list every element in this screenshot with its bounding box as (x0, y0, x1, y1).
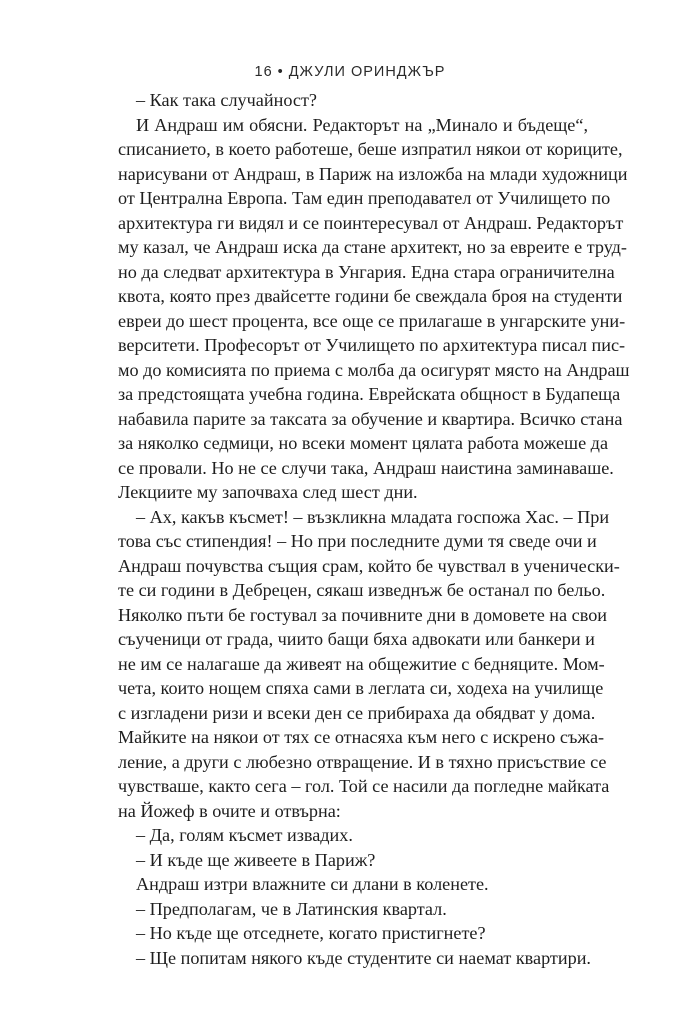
text-line: Андраш изтри влажните си длани в коленете. (136, 874, 489, 894)
text-line: набавила парите за таксата за обучение и квартира. Всичко стана (118, 408, 623, 429)
text-line: за предстоящата учебна година. Еврейската общност в Будапеща (118, 384, 621, 404)
text-line: се провали. Но не се случи така, Андраш наистина заминаваше. (118, 457, 614, 478)
text-line: не им се налагаше да живеят на общежитие с бедняците. Мом- (118, 653, 605, 674)
text-line: чета, които нощем спяха сами в леглата си, ходеха на училище (118, 678, 604, 698)
text-line: нарисувани от Андраш, в Париж на изложба на млади художници (118, 163, 628, 184)
text-line: за няколко седмици, но всеки момент цялата работа можеше да (118, 433, 609, 453)
page-number: 16 (254, 64, 273, 80)
text-line: списанието, в което работеше, беше изпратил някои от кориците, (118, 139, 623, 159)
text-line: чувстваше, както сега – гол. Той се насили да погледне майката (118, 776, 610, 796)
text-line: – Но къде ще отседнете, когато пристигнете? (136, 923, 486, 943)
text-line: съученици от града, чиито бащи бяха адвокати или банкери и (118, 629, 595, 649)
text-line: Няколко пъти бе гостувал за почивните дни в домовете на свои (118, 604, 608, 625)
text-line: но да следват архитектура в Унгария. Една стара ограничителна (118, 261, 615, 282)
text-line: от Централна Европа. Там един преподавател от Училището по (118, 188, 611, 208)
header-separator: • (277, 64, 284, 80)
text-line: Андраш почувства същия срам, който бе чувствал в ученически- (118, 555, 620, 576)
text-line: на Йожеф в очите и отвърна: (118, 800, 341, 821)
text-line: Майките на някои от тях се отнасяха към него с искрено съжа- (118, 727, 605, 747)
text-line: Лекциите му започваха след шест дни. (118, 482, 418, 502)
text-line: архитектура ги видял и се поинтересувал от Андраш. Редакторът (118, 212, 624, 233)
author-name: ДЖУЛИ ОРИНДЖЪР (288, 64, 446, 80)
text-line: това със стипендия! – Но при последните думи тя сведе очи и (118, 531, 597, 551)
text-line: верситети. Професорът от Училището по архитектура писал пис- (118, 335, 626, 355)
text-line: – Ще попитам някого къде студентите си наемат квартири. (136, 947, 591, 968)
text-line: И Андраш им обясни. Редакторът на „Минало и бъдеще“, (136, 114, 588, 135)
text-line: евреи до шест процента, все още се прилагаше в унгарските уни- (118, 310, 626, 331)
running-header (0, 64, 700, 80)
text-line: му казал, че Андраш иска да стане архитект, но за евреите е труд- (118, 237, 627, 257)
text-line: ление, а други с любезно отвращение. И в тяхно присъствие се (118, 751, 607, 772)
text-line: – Да, голям късмет извадих. (136, 825, 353, 845)
text-line: те си години в Дебрецен, сякаш изведнъж бе останал по бельо. (118, 580, 606, 600)
text-line: с изгладени ризи и всеки ден се прибираха да обядват у дома. (118, 702, 596, 723)
text-line: – Ах, какъв късмет! – възкликна младата госпожа Хас. – При (136, 506, 610, 527)
text-line: квота, която през двайсетте години бе свеждала броя на студенти (118, 286, 623, 306)
text-line: – Предполагам, че в Латинския квартал. (136, 898, 447, 919)
body-text (118, 88, 630, 970)
text-line: – И къде ще живеете в Париж? (136, 849, 376, 870)
text-line: мо до комисията по приема с молба да осигурят място на Андраш (118, 359, 630, 380)
text-line: – Как така случайност? (136, 90, 317, 110)
